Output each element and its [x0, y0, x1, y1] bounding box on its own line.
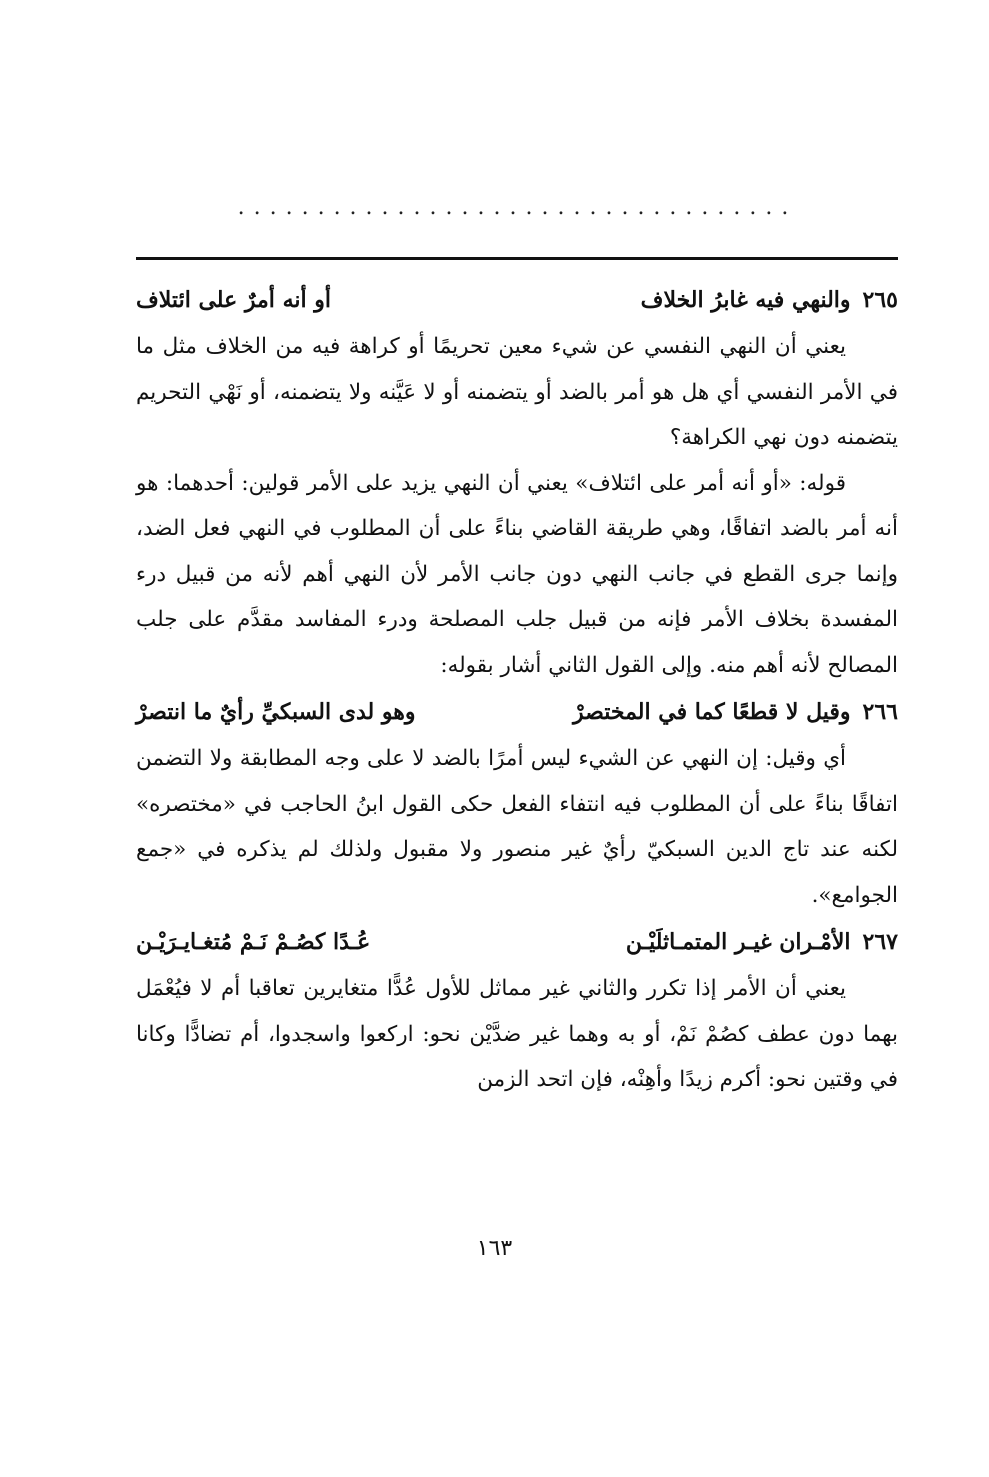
paragraph: أي وقيل: إن النهي عن الشيء ليس أمرًا بالضد لا على وجه المطابقة ولا التضمن اتفاقًا بناءً على أن المطلوب فيه انتفاء الفعل حكى القول ابنُ الحاجب في «مختصره» لكنه عند تاج الدين السبكيّ رأيٌ غير منصور ولا مقبول ولذلك لم يذكره في «جمع الجوامع». [136, 746, 898, 908]
paragraph: يعني أن النهي النفسي عن شيء معين تحريمًا أو كراهة فيه من الخلاف مثل ما في الأمر النفسي أي هل هو أمر بالضد أو يتضمنه أو لا عَيَّنه ولا يتضمنه، أو نَهْي التحريم يتضمنه دون نهي الكراهة؟ [136, 334, 898, 450]
verse-second-hemistich: أو أنه أمرٌ على ائتلاف [136, 287, 331, 313]
commentary-267 [136, 966, 898, 1103]
verse-number: ٢٦٥ [862, 287, 898, 313]
page-body [136, 276, 898, 1103]
verse-266 [136, 688, 898, 736]
commentary-265 [136, 324, 898, 688]
paragraph: قوله: «أو أنه أمر على ائتلاف» يعني أن النهي يزيد على الأمر قولين: أحدهما: هو أنه أمر بالضد اتفاقًا، وهي طريقة القاضي بناءً على أن المطلوب في النهي فعل الضد، وإنما جرى القطع في جانب النهي دون جانب الأمر لأن النهي أهم لأنه من قبيل درء المفسدة بخلاف الأمر فإنه من قبيل جلب المصلحة ودرء المفاسد مقدَّم على جلب المصالح لأنه أهم منه. وإلى القول الثاني أشار بقوله: [136, 470, 898, 678]
verse-267 [136, 918, 898, 966]
verse-number: ٢٦٦ [862, 699, 898, 725]
verse-second-hemistich: عُـدًا كصُـمْ نَـمْ مُتغـايـرَيْـن [136, 929, 371, 955]
horizontal-rule [136, 257, 898, 260]
verse-first-hemistich: والنهي فيه غابرُ الخلاف [640, 287, 851, 313]
verse-265 [136, 276, 898, 324]
verse-first-hemistich: وقيل لا قطعًا كما في المختصرْ [573, 699, 851, 725]
separator-dots: ................................... [237, 198, 798, 218]
verse-first-hemistich: الأمْـران غيـر المتمـاثلَيْـن [625, 929, 851, 955]
verse-number: ٢٦٧ [862, 929, 898, 955]
paragraph: يعني أن الأمر إذا تكرر والثاني غير مماثل للأول عُدًّا متغايرين تعاقبا أم لا فيُعْمَل بهما دون عطف كصُمْ نَمْ، أو به وهما غير ضدَّيْن نحو: اركعوا واسجدوا، أم تضادًّا وكانا في وقتين نحو: أكرم زيدًا وأهِنْه، فإن اتحد الزمن [136, 976, 898, 1092]
verse-second-hemistich: وهو لدى السبكيِّ رأيٌ ما انتصرْ [136, 699, 416, 725]
page-number: ١٦٣ [476, 1236, 513, 1261]
commentary-266 [136, 736, 898, 918]
